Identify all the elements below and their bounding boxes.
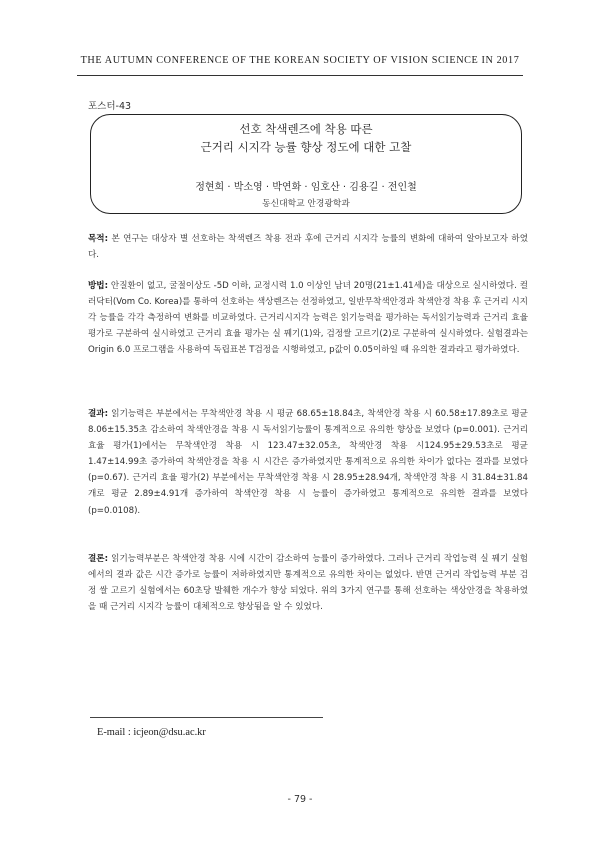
footnote-rule [90,717,323,718]
purpose-text: 본 연구는 대상자 별 선호하는 착색렌즈 착용 전과 후에 근거리 시지각 능률의 변화에 대하여 알아보고자 하였다. [88,234,528,261]
method-section [88,278,528,358]
title-line-1: 선호 착색렌즈에 착용 따른 [239,122,373,136]
header-rule [77,75,523,76]
purpose-label: 목적: [88,234,109,244]
title-box [90,114,522,214]
result-section [88,406,528,519]
affiliation: 동신대학교 안경광학과 [262,199,350,209]
conclusion-label: 결론: [88,554,109,564]
title-line-2: 근거리 시지각 능률 향상 정도에 대한 고찰 [200,140,412,154]
method-label: 방법: [88,281,109,291]
conclusion-section [88,551,528,615]
result-label: 결과: [88,409,109,419]
result-text: 읽기능력은 부분에서는 무착색안경 착용 시 평균 68.65±18.84초, 착색안경 착용 시 60.58±17.89초로 평균 8.06±15.35초 감소하여 착색안경을 착용 시 독서읽기능률이 통계적으로 유의한 향상을 보였다 (p=0.001). 근거리 효율 평가(1)에서는 무착색안경 착용 시 123.47±32.05초, 착색안경 착용 시124.95±29.53초로 평균 1.47±14.99초 증가하여 착색안경을 착용 시 시간은 증가하였지만 통계적으로 유의한 차이가 없다는 결과를 보였다(p=0.67). 근거리 효율 평가(2) 부분에서는 무착색안경 착용 시 28.95±28.94개, 착색안경 착용 시 31.84±31.84개로 평균 2.89±4.91개 증가하여 착색안경 착용 시 능률이 증가하였고 통계적으로 유의한 결과를 보였다(p=0.0108). [88,409,528,516]
author-list: 정현희 · 박소영 · 박연화 · 임호산 · 김용길 · 전인철 [195,182,417,193]
running-header: THE AUTUMN CONFERENCE OF THE KOREAN SOCIETY OF VISION SCIENCE IN 2017 [80,55,520,66]
method-text: 안질환이 없고, 굴절이상도 -5D 이하, 교정시력 1.0 이상인 남녀 20명(21±1.41세)을 대상으로 실시하였다. 컬러닥터(Vom Co. Korea)를 통하여 선호하는 색상렌즈는 선정하였고, 일반무착색안경과 착색안경 착용 후 근거리 시지각 능률을 각각 측정하여 변화를 비교하였다. 근거리시지각 능력은 읽기능력을 평가하는 독서읽기능력과 근거리 효율 평가로 구분하여 실시하였고 근거리 효율 평가는 실 꿰기(1)와, 검정쌀 고르기(2)로 구분하여 실시하였다. 실험결과는 Origin 6.0 프로그램을 사용하여 독립표본 T검정을 시행하였고, p값이 0.05이하일 때 유의한 결과라고 평가하였다. [88,281,528,356]
footnote-email: E-mail : icjeon@dsu.ac.kr [97,727,206,738]
conclusion-text: 읽기능력부분은 착색안경 착용 시에 시간이 감소하여 능률이 증가하였다. 그러나 근거리 작업능력 실 꿰기 실험에서의 결과 값은 시간 증가로 능률이 저하하였지만 통계적으로 유의한 차이는 없었다. 반면 근거리 작업능력 부분 검정 쌀 고르기 실험에서는 60초당 발췌한 개수가 향상 되었다. 위의 3가지 연구를 통해 선호하는 색상안경을 착용하였을 때 근거리 시지각 능률이 대체적으로 향상됨을 알 수 있었다. [88,554,528,613]
poster-id: 포스터-43 [88,101,132,112]
page-number: - 79 - [287,794,313,805]
purpose-section [88,231,528,263]
